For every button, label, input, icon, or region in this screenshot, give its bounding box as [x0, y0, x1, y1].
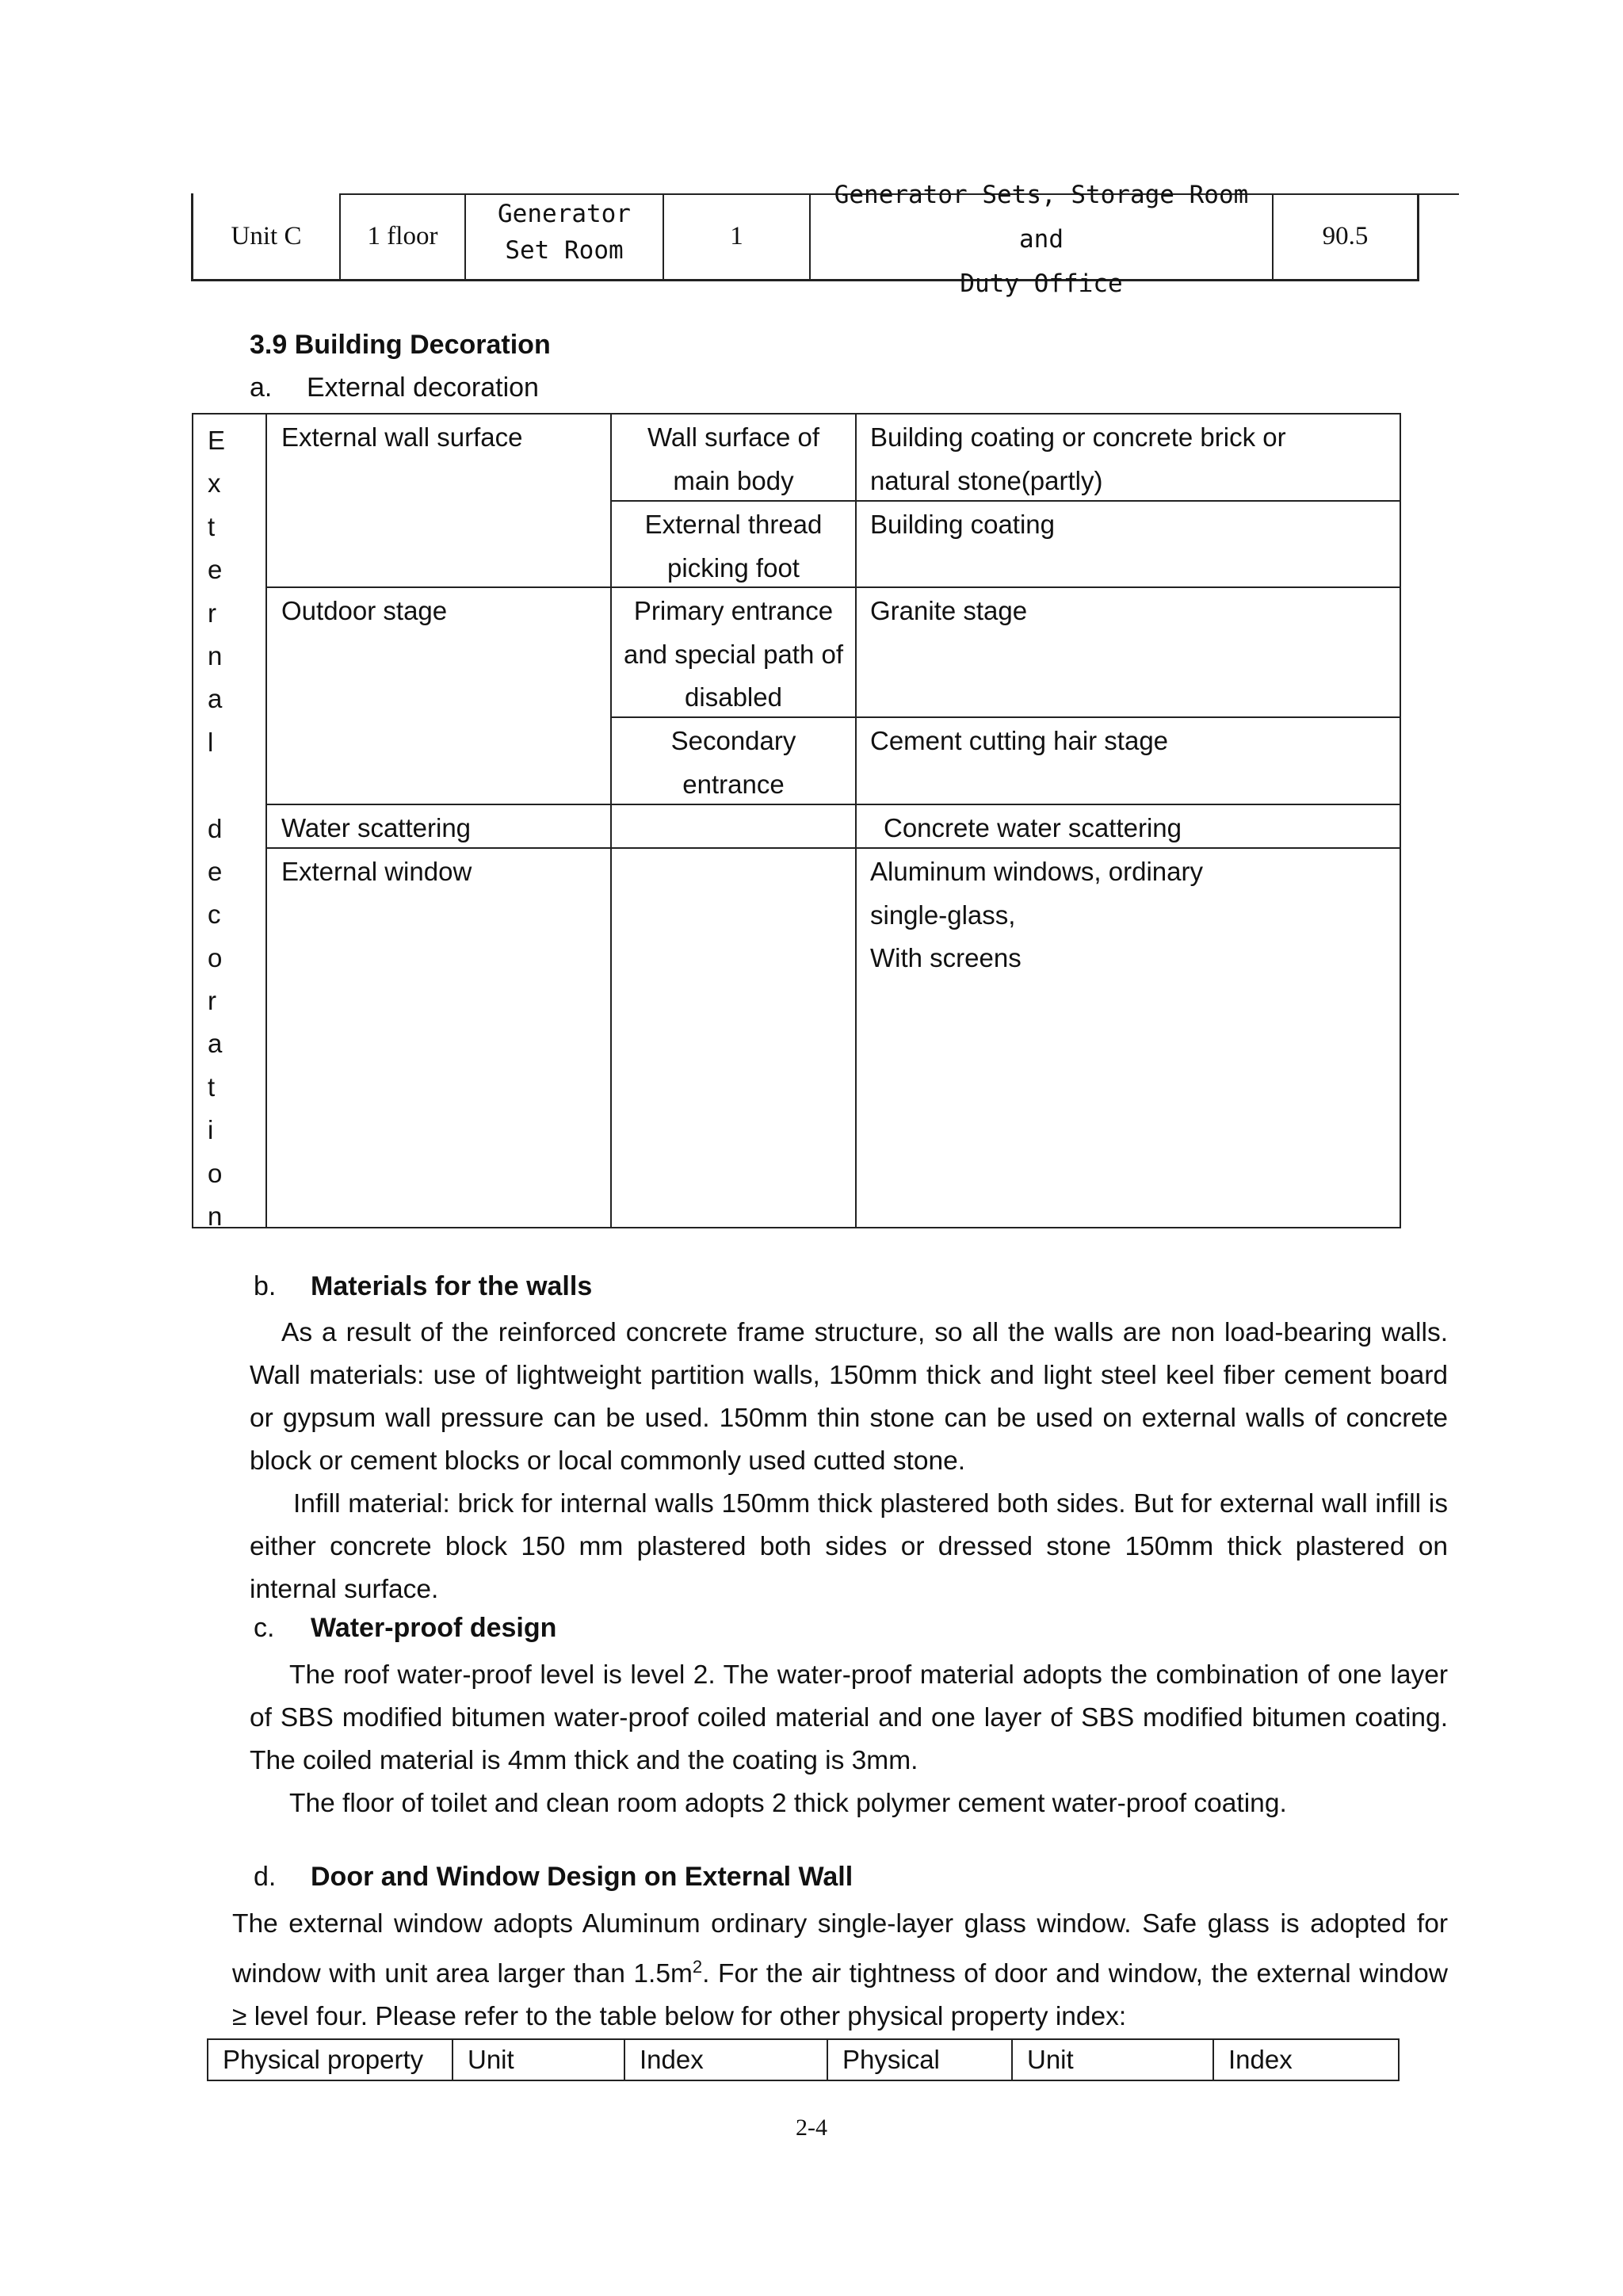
- walls-paragraph-2: Infill material: brick for internal walls 150mm thick plastered both sides. But for external wall infill is either concrete block 150 mm plastered both sides or dressed stone 150mm thick plastered on internal surface.: [250, 1489, 1448, 1604]
- wall-main-part-line: Wall surface of: [647, 422, 819, 452]
- vertical-letter: e: [208, 856, 223, 886]
- waterproof-paragraph-2: The floor of toilet and clean room adopts 2 thick polymer cement water-proof coating.: [289, 1789, 1287, 1818]
- subsection-c-title: Water-proof design: [311, 1613, 557, 1643]
- subsection-a-title: External decoration: [307, 372, 539, 403]
- subsection-a-label: a.: [250, 372, 273, 403]
- stage-primary-part: [612, 590, 855, 720]
- superscript: 2: [692, 1957, 703, 1977]
- wall-foot-finish: Building coating: [870, 510, 1055, 539]
- header-physical-property: Physical property: [208, 2040, 453, 2080]
- vertical-letter: t: [208, 1072, 216, 1102]
- subsection-a: [250, 372, 539, 403]
- subsection-b-title: Materials for the walls: [311, 1271, 593, 1301]
- room-cell: [466, 185, 663, 279]
- header-physical: Physical: [828, 2040, 1013, 2080]
- subsection-c-heading: [254, 1613, 556, 1644]
- header-unit-2: Unit: [1013, 2040, 1214, 2080]
- wall-main-part-line: main body: [673, 465, 794, 495]
- wall-category: External wall surface: [281, 422, 523, 452]
- water-finish: Concrete water scattering: [884, 813, 1182, 842]
- vertical-letter: l: [208, 727, 214, 757]
- room-line-2: Set Room: [505, 236, 624, 265]
- vertical-letter: E: [208, 426, 226, 455]
- wall-main-finish-line: Building coating or concrete brick or: [870, 422, 1286, 452]
- stage-primary-part-line: disabled: [685, 682, 782, 712]
- window-finish-line: Aluminum windows, ordinary: [870, 857, 1203, 886]
- vertical-letter: [208, 764, 265, 807]
- subsection-b-label: b.: [254, 1271, 277, 1301]
- stage-category: Outdoor stage: [281, 596, 448, 625]
- stage-secondary-part: [612, 720, 855, 806]
- stage-secondary-part-line: Secondary: [670, 726, 796, 755]
- door-window-paragraph: [232, 1903, 1448, 2038]
- subsection-b-heading: [254, 1271, 592, 1302]
- function-cell: [811, 181, 1272, 298]
- door-window-text-b: . For the air tightness of door and window, the external window ≥ level four. Please refer to the table below for other physical property index:: [232, 1959, 1448, 2032]
- section-heading-3-9: 3.9 Building Decoration: [250, 330, 551, 360]
- wall-foot-part-line: External thread: [644, 510, 823, 539]
- physical-property-table: [207, 2038, 1400, 2081]
- header-index: Index: [625, 2040, 828, 2080]
- vertical-letter: t: [208, 511, 216, 541]
- vertical-letter: c: [208, 900, 221, 930]
- subsection-d-label: d.: [254, 1862, 277, 1892]
- page-number: 2-4: [796, 2115, 827, 2141]
- unit-table: [191, 181, 1419, 298]
- stage-secondary-finish: Cement cutting hair stage: [870, 726, 1169, 755]
- floor-cell: 1 floor: [367, 222, 438, 250]
- window-finish-line: single-glass,: [870, 900, 1016, 930]
- vertical-letter: n: [208, 1201, 223, 1232]
- subsection-d-title: Door and Window Design on External Wall: [311, 1862, 854, 1892]
- door-window-text: [232, 1903, 1448, 2038]
- wall-main-finish: [870, 416, 1286, 502]
- unit-cell: Unit C: [231, 222, 302, 250]
- subsection-c-label: c.: [254, 1613, 275, 1643]
- stage-primary-part-line: and special path of: [623, 639, 844, 669]
- vertical-letter: d: [208, 813, 223, 843]
- vertical-letter: a: [208, 684, 223, 714]
- function-line-1: Generator Sets, Storage Room and: [834, 181, 1249, 254]
- window-finish: [870, 850, 1203, 980]
- vertical-letter: r: [208, 598, 216, 628]
- waterproof-paragraph-1: The roof water-proof level is level 2. The water-proof material adopts the combination of one layer of SBS modified bitumen water-proof coiled material and one layer of SBS modified bitumen coating. The coiled material is 4mm thick and the coating is 3mm.: [250, 1660, 1448, 1775]
- stage-secondary-part-line: entrance: [682, 769, 785, 799]
- function-line-2: Duty Office: [960, 269, 1123, 298]
- door-window-text-a: The external window adopts Aluminum ordinary single-layer glass window. Safe glass is adopted for window with unit area larger than 1.5m: [232, 1909, 1448, 1989]
- subsection-d-heading: [254, 1862, 853, 1893]
- wall-foot-part: [612, 503, 855, 590]
- external-decoration-vertical-label: [192, 419, 265, 1238]
- waterproof-paragraphs: [250, 1654, 1448, 1825]
- vertical-letter: o: [208, 1158, 223, 1188]
- area-cell: 90.5: [1322, 222, 1369, 250]
- vertical-letter: r: [208, 986, 216, 1016]
- vertical-letter: i: [208, 1115, 214, 1145]
- header-unit: Unit: [453, 2040, 625, 2080]
- vertical-letter: n: [208, 640, 223, 670]
- count-cell: 1: [730, 222, 743, 250]
- stage-primary-finish: Granite stage: [870, 596, 1028, 625]
- vertical-letter: e: [208, 555, 223, 585]
- window-category: External window: [281, 857, 472, 886]
- vertical-letter: a: [208, 1029, 223, 1059]
- wall-main-part: [612, 416, 855, 502]
- wall-main-finish-line: natural stone(partly): [870, 465, 1103, 495]
- room-line-1: Generator: [498, 200, 631, 228]
- wall-foot-part-line: picking foot: [667, 552, 800, 583]
- water-category: Water scattering: [281, 813, 472, 842]
- window-finish-line: With screens: [870, 943, 1022, 972]
- walls-paragraphs: [250, 1312, 1448, 1611]
- vertical-letter: o: [208, 942, 223, 972]
- external-decoration-table: [192, 413, 1401, 1232]
- header-index-2: Index: [1228, 2045, 1293, 2074]
- walls-paragraph-1: As a result of the reinforced concrete frame structure, so all the walls are non load-bearing walls. Wall materials: use of lightweight partition walls, 150mm thick and light steel keel fiber cement board or gypsum wall pressure can be used. 150mm thin stone can be used on external walls of concrete block or cement blocks or local commonly used cutted stone.: [250, 1318, 1448, 1476]
- vertical-letter: x: [208, 468, 221, 499]
- stage-primary-part-line: Primary entrance: [633, 596, 834, 625]
